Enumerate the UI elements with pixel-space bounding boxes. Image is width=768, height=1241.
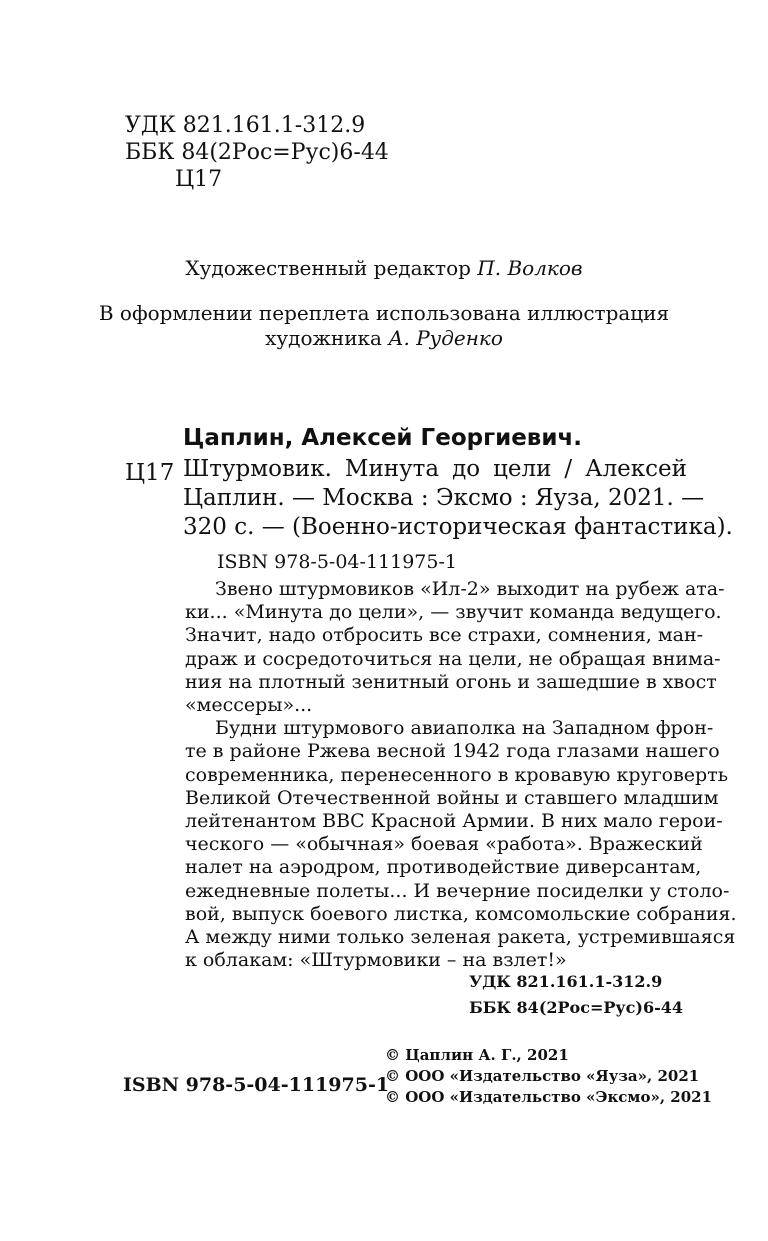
author-mark: Ц17 [175,167,223,192]
bbk-code: ББК 84(2Рос=Рус)6-44 [125,140,389,165]
record-author: Цаплин, Алексей Георгиевич. [183,425,583,451]
annotation-line: налет на аэродром, противодействие диверсантам, [185,856,702,879]
cover-artist-label: художника [265,326,382,350]
annotation-line: вой, выпуск боевого листка, комсомольские собрания. [185,902,737,925]
copyright-line: © Цаплин А. Г., 2021 [385,1046,569,1064]
annotation-line: к облакам: «Штурмовики – на взлет!» [185,949,567,972]
art-editor-name: П. Волков [477,256,583,280]
record-line: Цаплин. — Москва : Эксмо : Яуза, 2021. — [183,485,705,511]
cover-artist-name: А. Руденко [388,326,503,350]
record-author-mark: Ц17 [125,460,175,486]
annotation-line: Великой Отечественной войны и ставшего младшим [185,786,719,809]
annotation-line: А между ними только зеленая ракета, устремившаяся [185,926,736,949]
record-line: 320 с. — (Военно-историческая фантастика). [183,514,733,540]
record-isbn: ISBN 978-5-04-111975-1 [217,551,457,573]
cover-illustration-line-1: В оформлении переплета использована иллюстрация [98,301,670,325]
annotation-line: ежедневные полеты... И вечерние посиделки у столо- [185,879,730,902]
main-isbn: ISBN 978-5-04-111975-1 [123,1074,390,1096]
annotation-line: Будни штурмового авиаполка на Западном фрон- [215,717,714,740]
bottom-classification-codes [469,969,683,1021]
copyright-line: © ООО «Издательство «Эксмо», 2021 [385,1088,713,1106]
annotation-line: «мессеры»... [185,694,313,717]
cover-illustration-line-2 [0,326,768,350]
annotation-line: современника, перенесенного в кровавую круговерть [185,763,729,786]
annotation-line: ки... «Минута до цели», — звучит команда ведущего. [185,601,722,624]
copyright-line: © ООО «Издательство «Яуза», 2021 [385,1067,700,1085]
annotation-line: лейтенантом ВВС Красной Армии. В них мало герои- [185,810,723,833]
record-line: Штурмовик. Минута до цели / Алексей [183,456,687,482]
annotation [185,578,737,972]
art-editor-line [0,256,768,280]
art-editor-label: Художественный редактор [185,256,471,280]
copyright-block [385,1045,712,1108]
annotation-line: Значит, надо отбросить все страхи, сомнения, ман- [185,624,704,647]
annotation-line: ческого — «обычная» боевая «работа». Вражеский [185,833,703,856]
annotation-line: те в районе Ржева весной 1942 года глазами нашего [185,740,720,763]
udk-code: УДК 821.161.1-312.9 [125,113,366,138]
bottom-udk-code: УДК 821.161.1-312.9 [469,972,663,991]
classification-codes [125,112,389,193]
annotation-line: ния на плотный зенитный огонь и зашедшие в хвост [185,670,717,693]
record-description [183,455,733,542]
annotation-line: драж и сосредоточиться на цели, не обращая внима- [185,647,721,670]
bottom-bbk-code: ББК 84(2Рос=Рус)6-44 [469,998,683,1017]
annotation-line: Звено штурмовиков «Ил-2» выходит на рубеж ата- [215,578,725,600]
